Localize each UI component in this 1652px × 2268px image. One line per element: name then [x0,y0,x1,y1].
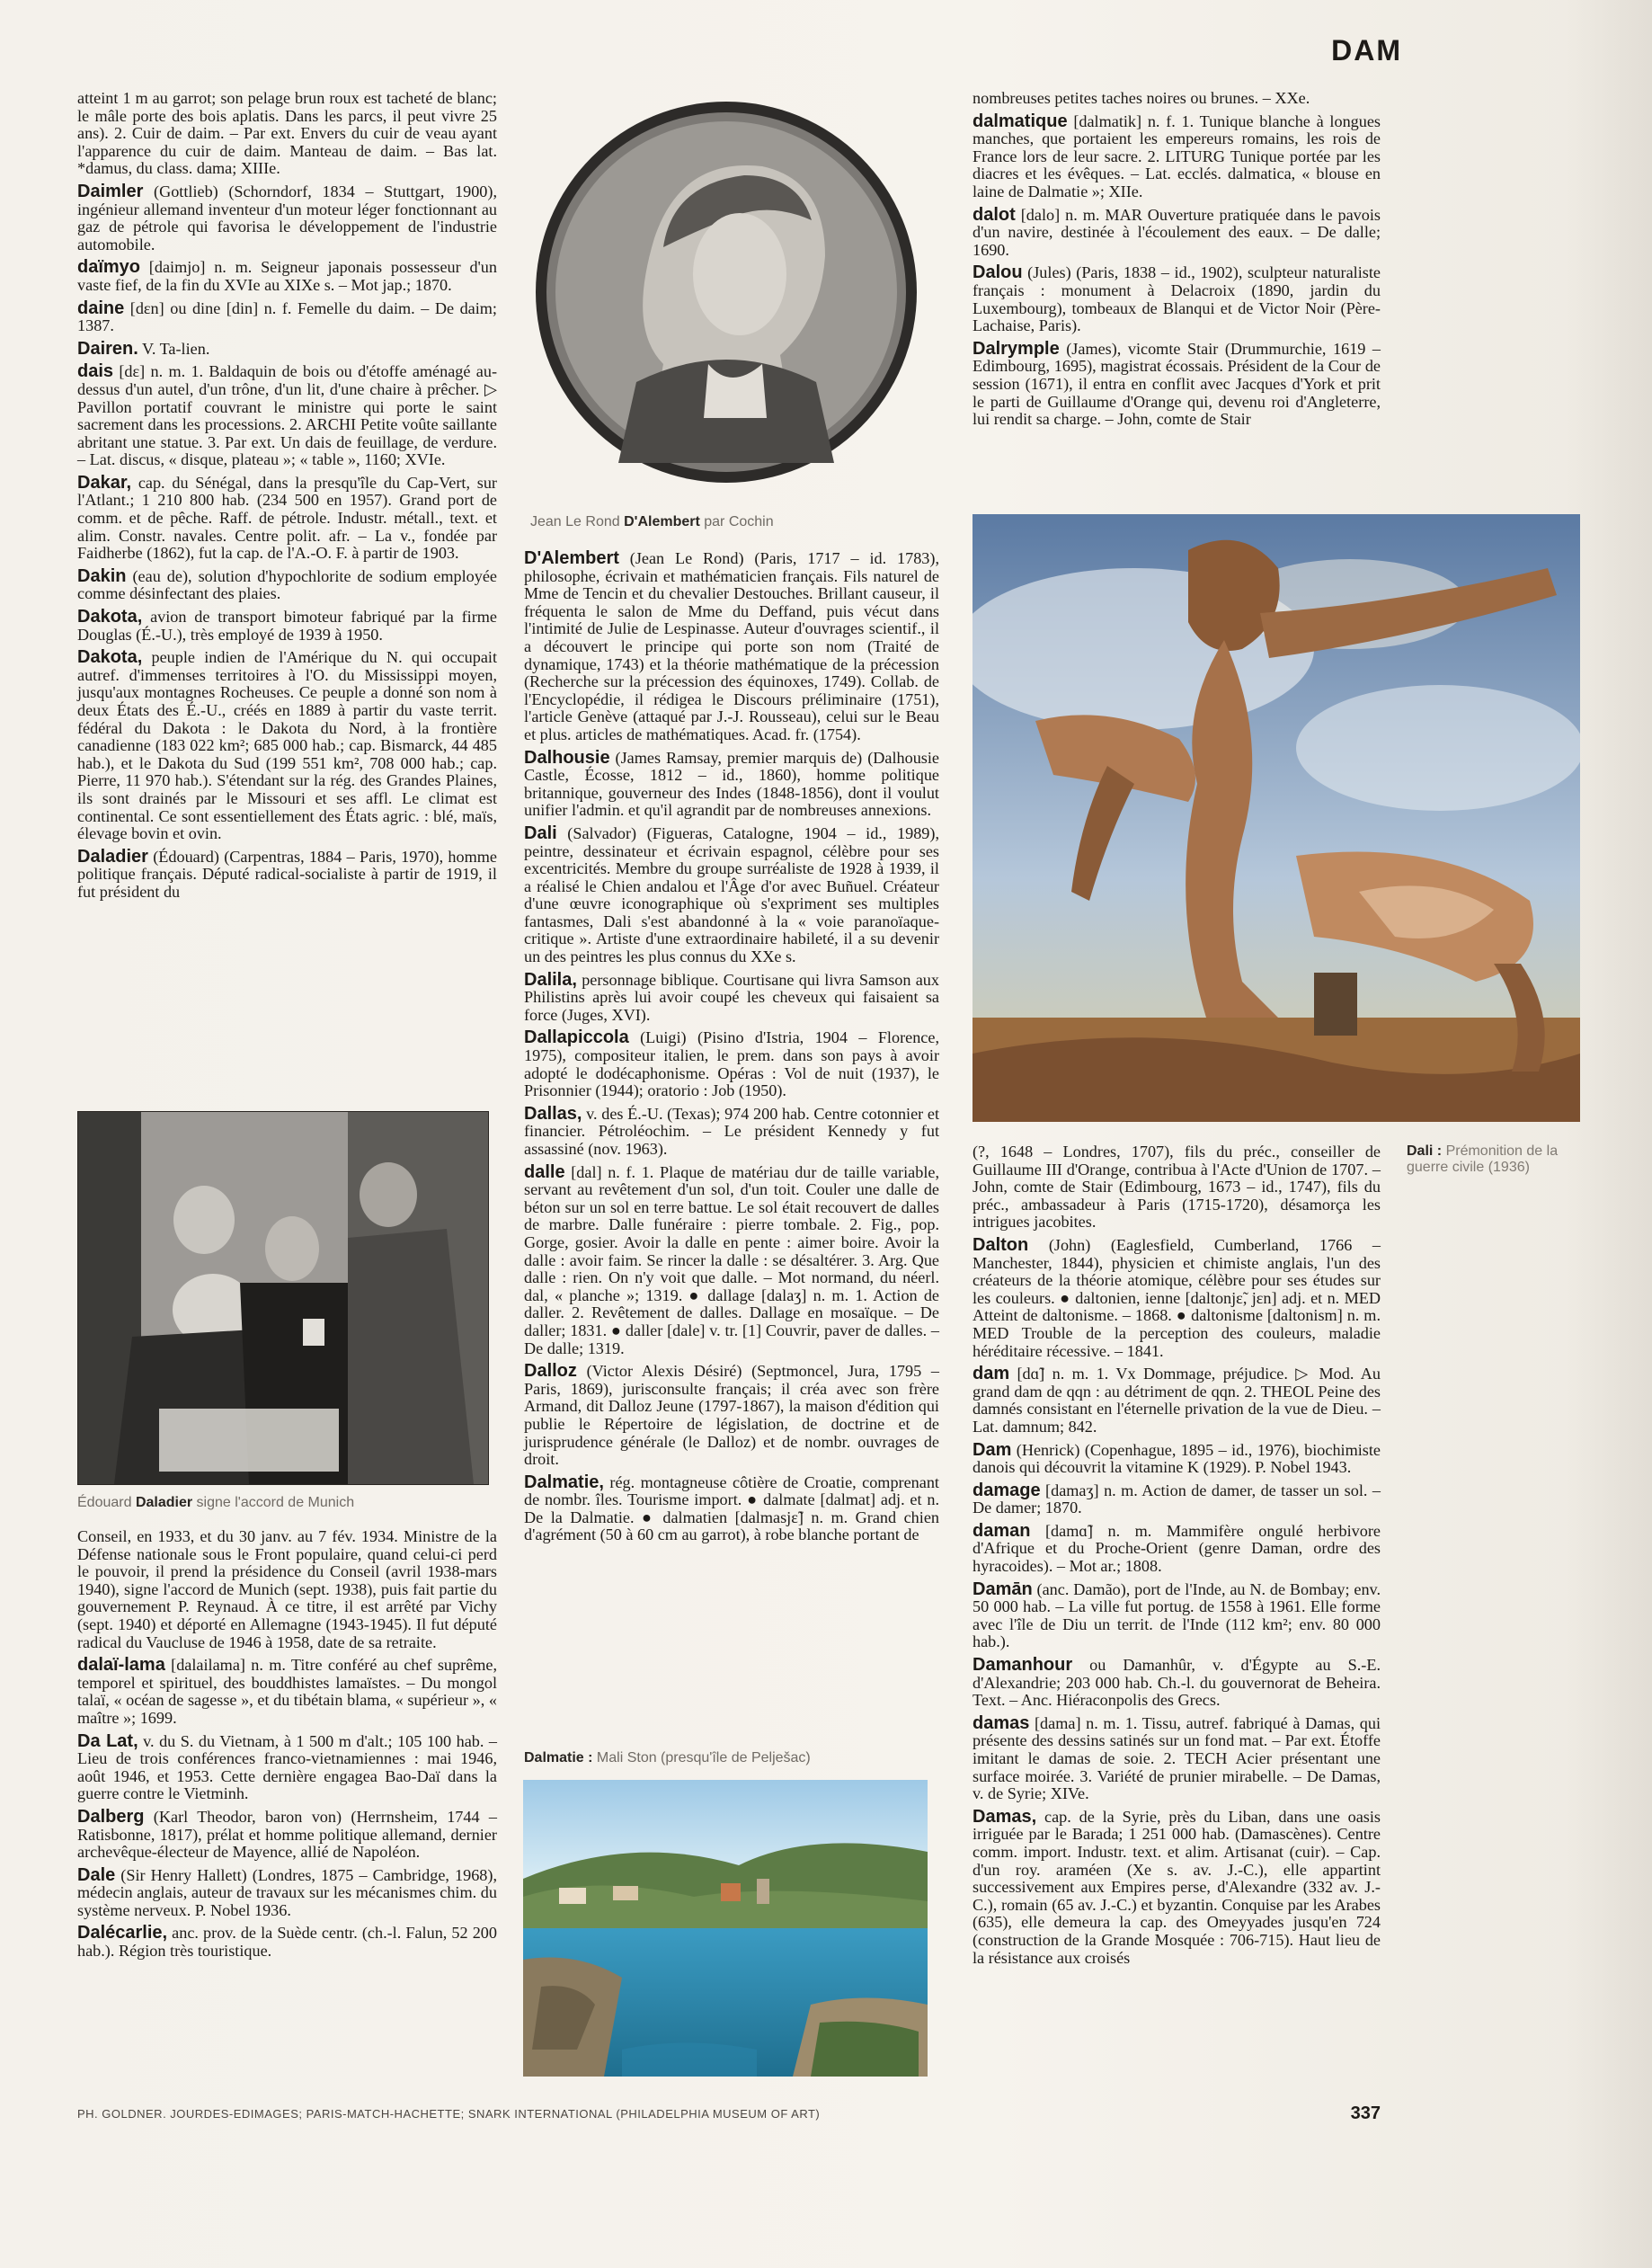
entry-headword: Da Lat, [77,1730,138,1751]
entry-headword: Dalberg [77,1806,145,1827]
entry-definition: (James), vicomte Stair (Drummurchie, 1619 – Edimbourg, 1695), magistrat écossais. Président de la Cour de session (1671), il entra en conflit avec Jacques d'York et prit le parti de Guillaume d'Orange qui, devenu roi d'Angleterre, lui rendit sa charge. – John, comte de Stair [973,339,1381,429]
dictionary-entry [77,472,497,563]
entry-definition: (Édouard) (Carpentras, 1884 – Paris, 1970), homme politique français. Député radical-socialiste à partir de 1919, il fut président du [77,847,497,901]
column-1-bottom [77,1528,497,1966]
entry-headword: Dali [524,823,557,843]
entry-headword: Daimler [77,181,144,201]
caption-text: Prémonition de la guerre civile (1936) [1407,1143,1559,1175]
entry-headword: D'Alembert [524,548,619,568]
page-number: 337 [1350,2103,1381,2123]
dictionary-entry [973,90,1381,108]
entry-definition: ou Damanhûr, v. d'Égypte au S.-E. d'Alexandrie; 203 000 hab. Ch.-l. du gouvernorat de Beheira. Text. – Anc. Hiéraconpolis des Grecs. [973,1656,1381,1710]
entry-headword: Dalhousie [524,747,610,768]
dalembert-portrait [528,94,924,490]
dictionary-entry [973,338,1381,429]
dictionary-entry [973,1482,1381,1517]
column-2 [524,550,939,1550]
entry-definition: (anc. Damão), port de l'Inde, au N. de Bombay; env. 50 000 hab. – La ville fut portug. de 1558 à 1961. Elle forme avec l'île de Diu un territ. de l'Inde (112 km²; env. 80 000 hab.). [973,1579,1381,1651]
entry-definition: atteint 1 m au garrot; son pelage brun roux est tacheté de blanc; le mâle porte des bois aplatis. Dans les parcs, il peut vivre 25 ans). 2. Cuir de daim. – Par ext. Envers du cuir de veau ayant l'apparence du cuir de daim. Manteau de daim. – Bas lat. *damus, du class. dama; XIIIe. [77,89,497,178]
entry-headword: Daladier [77,846,148,867]
entry-definition: (eau de), solution d'hypochlorite de sodium employée comme désinfectant des plaies. [77,566,497,603]
dictionary-entry [77,1657,497,1727]
caption-text: signe l'accord de Munich [192,1495,355,1510]
entry-definition: (Henrick) (Copenhague, 1895 – id., 1976), biochimiste danois qui découvrit la vitamine K (1929). P. Nobel 1943. [973,1440,1381,1477]
entry-definition: [dama] n. m. 1. Tissu, autref. fabriqué à Damas, qui présente des dessins satinés sur un fond mat. – Par ext. Étoffe imitant le damas de soie. 2. TECH Acier présentant une surface moirée. 3. Variété de prunier mirabelle. – De Damas, v. de Syrie; XIVe. [973,1713,1381,1803]
dictionary-entry [77,300,497,335]
entry-headword: Dalton [973,1234,1029,1255]
dictionary-entry [973,1806,1381,1967]
caption-text: par Cochin [699,514,774,529]
entry-definition: personnage biblique. Courtisane qui livra Samson aux Philistins après lui avoir coupé les cheveux qui faisaient sa force (Juges, XVI). [524,970,939,1024]
entry-headword: damage [973,1480,1041,1500]
entry-definition: (James Ramsay, premier marquis de) (Dalhousie Castle, Écosse, 1812 – id., 1860), homme politique britannique, gouverneur des Indes (1848-1856), dont il voulut unifier l'admin. et qu'il agrandit par de nombreuses annexions. [524,748,939,820]
entry-headword: Dakin [77,565,127,586]
entry-headword: Dalou [973,262,1023,283]
entry-definition: V. Ta-lien. [138,339,210,358]
entry-definition: avion de transport bimoteur fabriqué par la firme Douglas (É.-U.), très employé de 1939 à 1950. [77,608,497,644]
entry-headword: Dalloz [524,1361,577,1382]
dali-painting [973,514,1580,1122]
entry-definition: [daimjo] n. m. Seigneur japonais possesseur d'un vaste fief, de la fin du XVIe au XIXe s. – Mot jap.; 1870. [77,258,497,294]
entry-definition: peuple indien de l'Amérique du N. qui occupait autref. d'immenses territoires à l'O. du Mississippi moyen, jusqu'aux montagnes Rocheuses. Ce peuple a donné son nom à deux États des É.-U., créés en 1889 à partir du vaste territ. fédéral du Dakota : le Dakota du Nord, à la frontière canadienne (183 022 km²; 685 000 hab.; cap. Bismarck, 44 485 hab.), et le Dakota du Sud (199 551 km², 708 000 hab.; cap. Pierre, 11 970 hab.). S'étendant sur la rég. des Grandes Plaines, ils sont drainés par le Missouri et ses affl. Le climat est continental. Ce sont essentiellement des États agric. : blé, maïs, élevage bovin et ovin. [77,648,497,843]
dictionary-entry [77,183,497,253]
entry-definition: [dalo] n. m. MAR Ouverture pratiquée dans le pavois d'un navire, destinée à l'écoulement des eaux. – De dalle; 1690. [973,205,1381,259]
entry-definition: [dɛn] ou dine [din] n. f. Femelle du daim. – De daim; 1387. [77,298,497,335]
dalmatie-caption [524,1750,939,1766]
column-3-top [973,90,1381,434]
entry-headword: Dallas, [524,1103,582,1124]
caption-text: Jean Le Rond [530,514,625,529]
entry-headword: Dam [973,1439,1012,1460]
dictionary-entry [77,259,497,294]
dictionary-entry [524,969,939,1025]
dictionary-entry [973,1365,1381,1436]
dictionary-entry [973,264,1381,334]
photo-credits: PH. GOLDNER. JOURDES-EDIMAGES; PARIS-MATCH-HACHETTE; SNARK INTERNATIONAL (PHILADELPHIA MUSEUM OF ART) [77,2107,821,2121]
entry-headword: daine [77,298,125,318]
dictionary-entry [77,338,497,359]
dictionary-entry [973,1712,1381,1803]
dictionary-entry [524,1103,939,1159]
entry-definition: cap. de la Syrie, près du Liban, dans une oasis irriguée par le Barada; 1 251 000 hab. (Damascènes). Centre comm. import. Industr. text. et alim. Artisanat (cuir). – Cap. d'un roy. araméen (Xe s. av. J.-C.), elle appartint successivement aux Empires perse, d'Alexandre (332 av. J.-C.), romain (65 av. J.-C.) et byzantin. Conquise par les Arabes (635), elle demeura la cap. des Omeyyades jusqu'en 724 (construction de la Grande Mosquée : 706-715). Haut lieu de la résistance aux croisés [973,1807,1381,1967]
dictionary-entry [77,609,497,644]
daladier-photo [77,1111,489,1485]
dictionary-entry [77,1806,497,1862]
entry-definition: Conseil, en 1933, et du 30 janv. au 7 fév. 1934. Ministre de la Défense nationale sous le Front populaire, quand celui-ci perd le pouvoir, il prend la présidence du Conseil (avril 1938-mars 1940), signe l'accord de Munich (sept. 1938), puis fait partie du gouvernement P. Reynaud. À ce titre, il est arrêté par Vichy (sept. 1940) et déporté en Allemagne (1943-1945). Il fut député radical du Vaucluse de 1946 à 1958, date de sa retraite. [77,1527,497,1651]
dalmatie-photo [523,1780,928,2077]
dictionary-entry [973,1581,1381,1651]
entry-headword: Dallapiccola [524,1027,629,1048]
dictionary-entry [524,1363,939,1469]
entry-definition: [dalailama] n. m. Titre conféré au chef suprême, temporel et spirituel, des bouddhistes lamaïstes. – Du mongol talaï, « océan de sagesse », et du tibétain blama, « supérieur », « maître »; 1699. [77,1656,497,1727]
entry-definition: rég. montagneuse côtière de Croatie, comprenant de nombr. îles. Tourisme import. ● dalmate [dalmat] adj. et n. De la Dalmatie. ● dalmatien [dalmasjɛ̃] n. m. Grand chien d'agrément (50 à 60 cm au garrot), à robe blanche portant de [524,1472,939,1544]
entry-headword: dais [77,361,114,382]
dictionary-entry [524,550,939,744]
entry-definition: (?, 1648 – Londres, 1707), fils du préc., conseiller de Guillaume III d'Orange, contribua à l'Acte d'Union de 1707. – John, comte de Stair (Edimbourg, 1673 – id., 1747), fils du préc., ambassadeur à Paris (1715-1720), désamorça les intrigues jacobites. [973,1143,1381,1232]
entry-definition: [damɑ̃] n. m. Mammifère ongulé herbivore d'Afrique et du Proche-Orient (genre Daman, ordre des hyracoides). – Mot ar.; 1808. [973,1521,1381,1576]
dictionary-entry [524,1029,939,1099]
entry-headword: Damān [973,1579,1033,1599]
entry-headword: dalot [973,204,1016,225]
entry-headword: Dairen. [77,338,138,359]
dictionary-entry [77,649,497,843]
entry-definition: nombreuses petites taches noires ou brunes. – XXe. [973,89,1310,107]
entry-definition: [dal] n. f. 1. Plaque de matériau dur de taille variable, servant au revêtement d'un sol, d'un toit. Couler une dalle de béton sur un sol en terre battue. Le sol était recouvert de dalles de marbre. Dalle funéraire : pierre tombale. 2. Fig., pop. Gorge, gosier. Avoir la dalle en pente : aimer boire. Avoir la dalle : avoir faim. Se rincer la dalle : se désaltérer. 3. Arg. Que dalle : rien. On n'y voit que dalle. – Mot normand, du néerl. dal, « planche »; 1319. ● dallage [dalaʒ] n. m. 1. Action de daller. 2. Revêtement de dalles. Dallage en mosaïque. – De daller; 1831. ● daller [dale] v. tr. [1] Couvrir, paver de dalles. – De dalle; 1319. [524,1162,939,1357]
page-edge-shadow [1567,0,1652,2268]
entry-definition: anc. prov. de la Suède centr. (ch.-l. Falun, 52 200 hab.). Région très touristique. [77,1924,497,1961]
dictionary-entry [524,1161,939,1358]
entry-definition: v. du S. du Vietnam, à 1 500 m d'alt.; 105 100 hab. – Lieu de trois conférences franco-vietnamiennes : mai 1946, août 1946, et 1953. Cette dernière engagea Bao-Daï dans la guerre contre le Vietminh. [77,1731,497,1803]
dictionary-entry [77,363,497,469]
entry-definition: v. des É.-U. (Texas); 974 200 hab. Centre cotonnier et financier. Pétroléochim. – Le président Kennedy y fut assassiné (nov. 1963). [524,1104,939,1158]
column-1-top [77,90,497,907]
dictionary-entry [77,90,497,178]
entry-definition: (John) (Eaglesfield, Cumberland, 1766 – Manchester, 1844), physicien et chimiste anglais, l'un des créateurs de la théorie atomique, célèbre pour ses études sur les couleurs. ● daltonien, ienne [daltonjɛ̃, jɛn] adj. et n. MED Atteint de daltonisme. – 1868. ● daltonisme [daltonism] n. m. MED Trouble de la perception des couleurs, maladie héréditaire récessive. – 1841. [973,1235,1381,1360]
entry-headword: Dalécarlie, [77,1923,168,1943]
dictionary-entry [973,1657,1381,1710]
dictionary-entry [77,846,497,902]
caption-name: Daladier [135,1495,193,1510]
entry-headword: dalmatique [973,111,1068,131]
dictionary-entry [524,825,939,966]
entry-headword: Damanhour [973,1655,1073,1676]
dali-painting-image [973,514,1580,1122]
dictionary-entry [973,1439,1381,1477]
entry-headword: Dalmatie, [524,1472,604,1492]
entry-definition: cap. du Sénégal, dans la presqu'île du Cap-Vert, sur l'Atlant.; 1 210 800 hab. (234 500 en 1957). Grand port de comm. et de pêche. Raff. de pétrole. Industr. métall., text. et alim. Constr. navales. Centre polit. afr. – La v., fondée par Faidherbe (1862), fut la cap. de l'A.-O. F. à partir de 1903. [77,473,497,563]
entry-headword: daïmyo [77,257,141,278]
dictionary-entry [77,1528,497,1651]
dalmatie-photo-image [523,1780,928,2077]
caption-name: Dalmatie : [524,1750,593,1765]
caption-name: D'Alembert [624,514,700,529]
dictionary-entry [973,204,1381,260]
daladier-photo-image [78,1112,488,1484]
entry-headword: Dalrymple [973,338,1060,359]
entry-headword: Dakota, [77,647,143,668]
entry-definition: (Karl Theodor, baron von) (Herrnsheim, 1744 – Ratisbonne, 1817), prélat et homme politique allemand, dernier archevêque-électeur de Mayence, allié de Napoléon. [77,1807,497,1862]
entry-definition: (Sir Henry Hallett) (Londres, 1875 – Cambridge, 1968), médecin anglais, auteur de travaux sur les mécanismes chim. du système nerveux. P. Nobel 1936. [77,1865,497,1919]
entry-definition: [dɛ] n. m. 1. Baldaquin de bois ou d'étoffe aménagé au-dessus d'un autel, d'un trône, d'un lit, d'une chaire à prêcher. ▷ Pavillon portatif couvrant le ministre qui porte le saint sacrement dans les processions. 2. ARCHI Petite voûte saillante abritant une statue. 3. Par ext. Un dais de feuillage, de verdure. – Lat. discus, « disque, plateau »; « table », 1160; XVIe. [77,362,497,469]
entry-headword: damas [973,1712,1030,1733]
dictionary-entry [973,1143,1381,1232]
dictionary-entry [973,1234,1381,1360]
caption-text: Édouard [77,1495,136,1510]
dictionary-entry [77,1864,497,1920]
entry-definition: (Jean Le Rond) (Paris, 1717 – id. 1783), philosophe, écrivain et mathématicien français. Fils naturel de Mme de Tencin et du chevalier Destouches. Brillant causeur, il fréquenta le salon de Mme du Deffand, puis vécut dans l'intimité de Julie de Lespinasse. Auteur d'ouvrages scientif., il a découvert le principe qui porte son nom (Traité de dynamique, 1743) et la théorie mathématique de la précession (Recherche sur la précession des équinoxes, 1749). Collab. de l'Encyclopédie, il rédigea le Discours préliminaire (1751), l'article Genève (attaqué par J.-J. Rousseau), celui sur le Beau et plus. articles de mathématiques. Acad. fr. (1754). [524,549,939,743]
entry-definition: (Victor Alexis Désiré) (Septmoncel, Jura, 1795 – Paris, 1869), jurisconsulte français; il créa avec son frère Armand, dit Dalloz Jeune (1797-1867), la maison d'édition qui publie le Répertoire de législation, de doctrine et de jurisprudence générale (le Dalloz) et de nombr. ouvrages de droit. [524,1362,939,1469]
entry-definition: [dalmatik] n. f. 1. Tunique blanche à longues manches, que portaient les empereurs romains, les rois de France lors de leur sacre. 2. LITURG Tunique portée par les diacres et les évêques. – Lat. ecclés. dalmatica, « blouse en laine de Dalmatie »; XIIe. [973,111,1381,200]
entry-definition: [damaʒ] n. m. Action de damer, de tasser un sol. – De damer; 1870. [973,1481,1381,1517]
caption-text: Mali Ston (presqu'île de Pelješac) [592,1750,811,1765]
entry-headword: dalle [524,1161,565,1182]
entry-definition: (Gottlieb) (Schorndorf, 1834 – Stuttgart, 1900), ingénieur allemand inventeur d'un moteur léger fonctionnant au gaz de pétrole qui favorisa le développement de l'industrie automobile. [77,182,497,253]
dalembert-medallion-image [528,94,924,490]
dictionary-entry [77,1925,497,1960]
dalembert-caption [530,514,926,530]
dictionary-entry [973,113,1381,201]
entry-headword: dam [973,1364,1010,1384]
entry-headword: Dakota, [77,607,143,627]
entry-definition: (Jules) (Paris, 1838 – id., 1902), sculpteur naturaliste français : monument à Delacroix (1890, jardin du Luxembourg), tombeaux de Blanqui et de Victor Noir (Père-Lachaise, Paris). [973,263,1381,335]
entry-headword: Dakar, [77,472,132,493]
entry-headword: Damas, [973,1806,1037,1827]
dictionary-entry [77,565,497,603]
entry-headword: daman [973,1520,1031,1541]
entry-headword: Dale [77,1864,116,1885]
dictionary-entry [973,1520,1381,1576]
entry-headword: Dalila, [524,969,577,990]
dali-caption [1407,1143,1577,1176]
entry-headword: dalaï-lama [77,1655,165,1676]
caption-name: Dali : [1407,1143,1443,1159]
dictionary-entry [77,1730,497,1803]
entry-definition: (Luigi) (Pisino d'Istria, 1904 – Florence, 1975), compositeur italien, le prem. dans son pays à avoir adopté le dodécaphonisme. Opéras : Vol de nuit (1937), le Prisonnier (1944); oratorio : Job (1950). [524,1028,939,1100]
guide-word: DAM [1331,34,1402,67]
dictionary-entry [524,1474,939,1544]
daladier-caption [77,1495,491,1511]
column-3-bottom [973,1143,1381,1972]
entry-definition: [dɑ̃] n. m. 1. Vx Dommage, préjudice. ▷ Mod. Au grand dam de qqn : au détriment de qqn. 2. THEOL Peine des damnés consistant en l'éternelle privation de la vue de Dieu. – Lat. damnum; 842. [973,1365,1381,1436]
entry-definition: (Salvador) (Figueras, Catalogne, 1904 – id., 1989), peintre, dessinateur et écrivain espagnol, célèbre pour ses excentricités. Membre du groupe surréaliste de 1928 à 1939, il a réalisé le Chien andalou et l'Âge d'or avec Buñuel. Créateur d'une œuvre iconographique où s'expriment ses multiples fantasmes, Dali s'est abandonné à la « voie paranoïaque-critique ». Artiste d'une extraordinaire habileté, il a su devenir un des peintres les plus connus du XXe s. [524,823,939,966]
dictionary-entry [524,747,939,820]
